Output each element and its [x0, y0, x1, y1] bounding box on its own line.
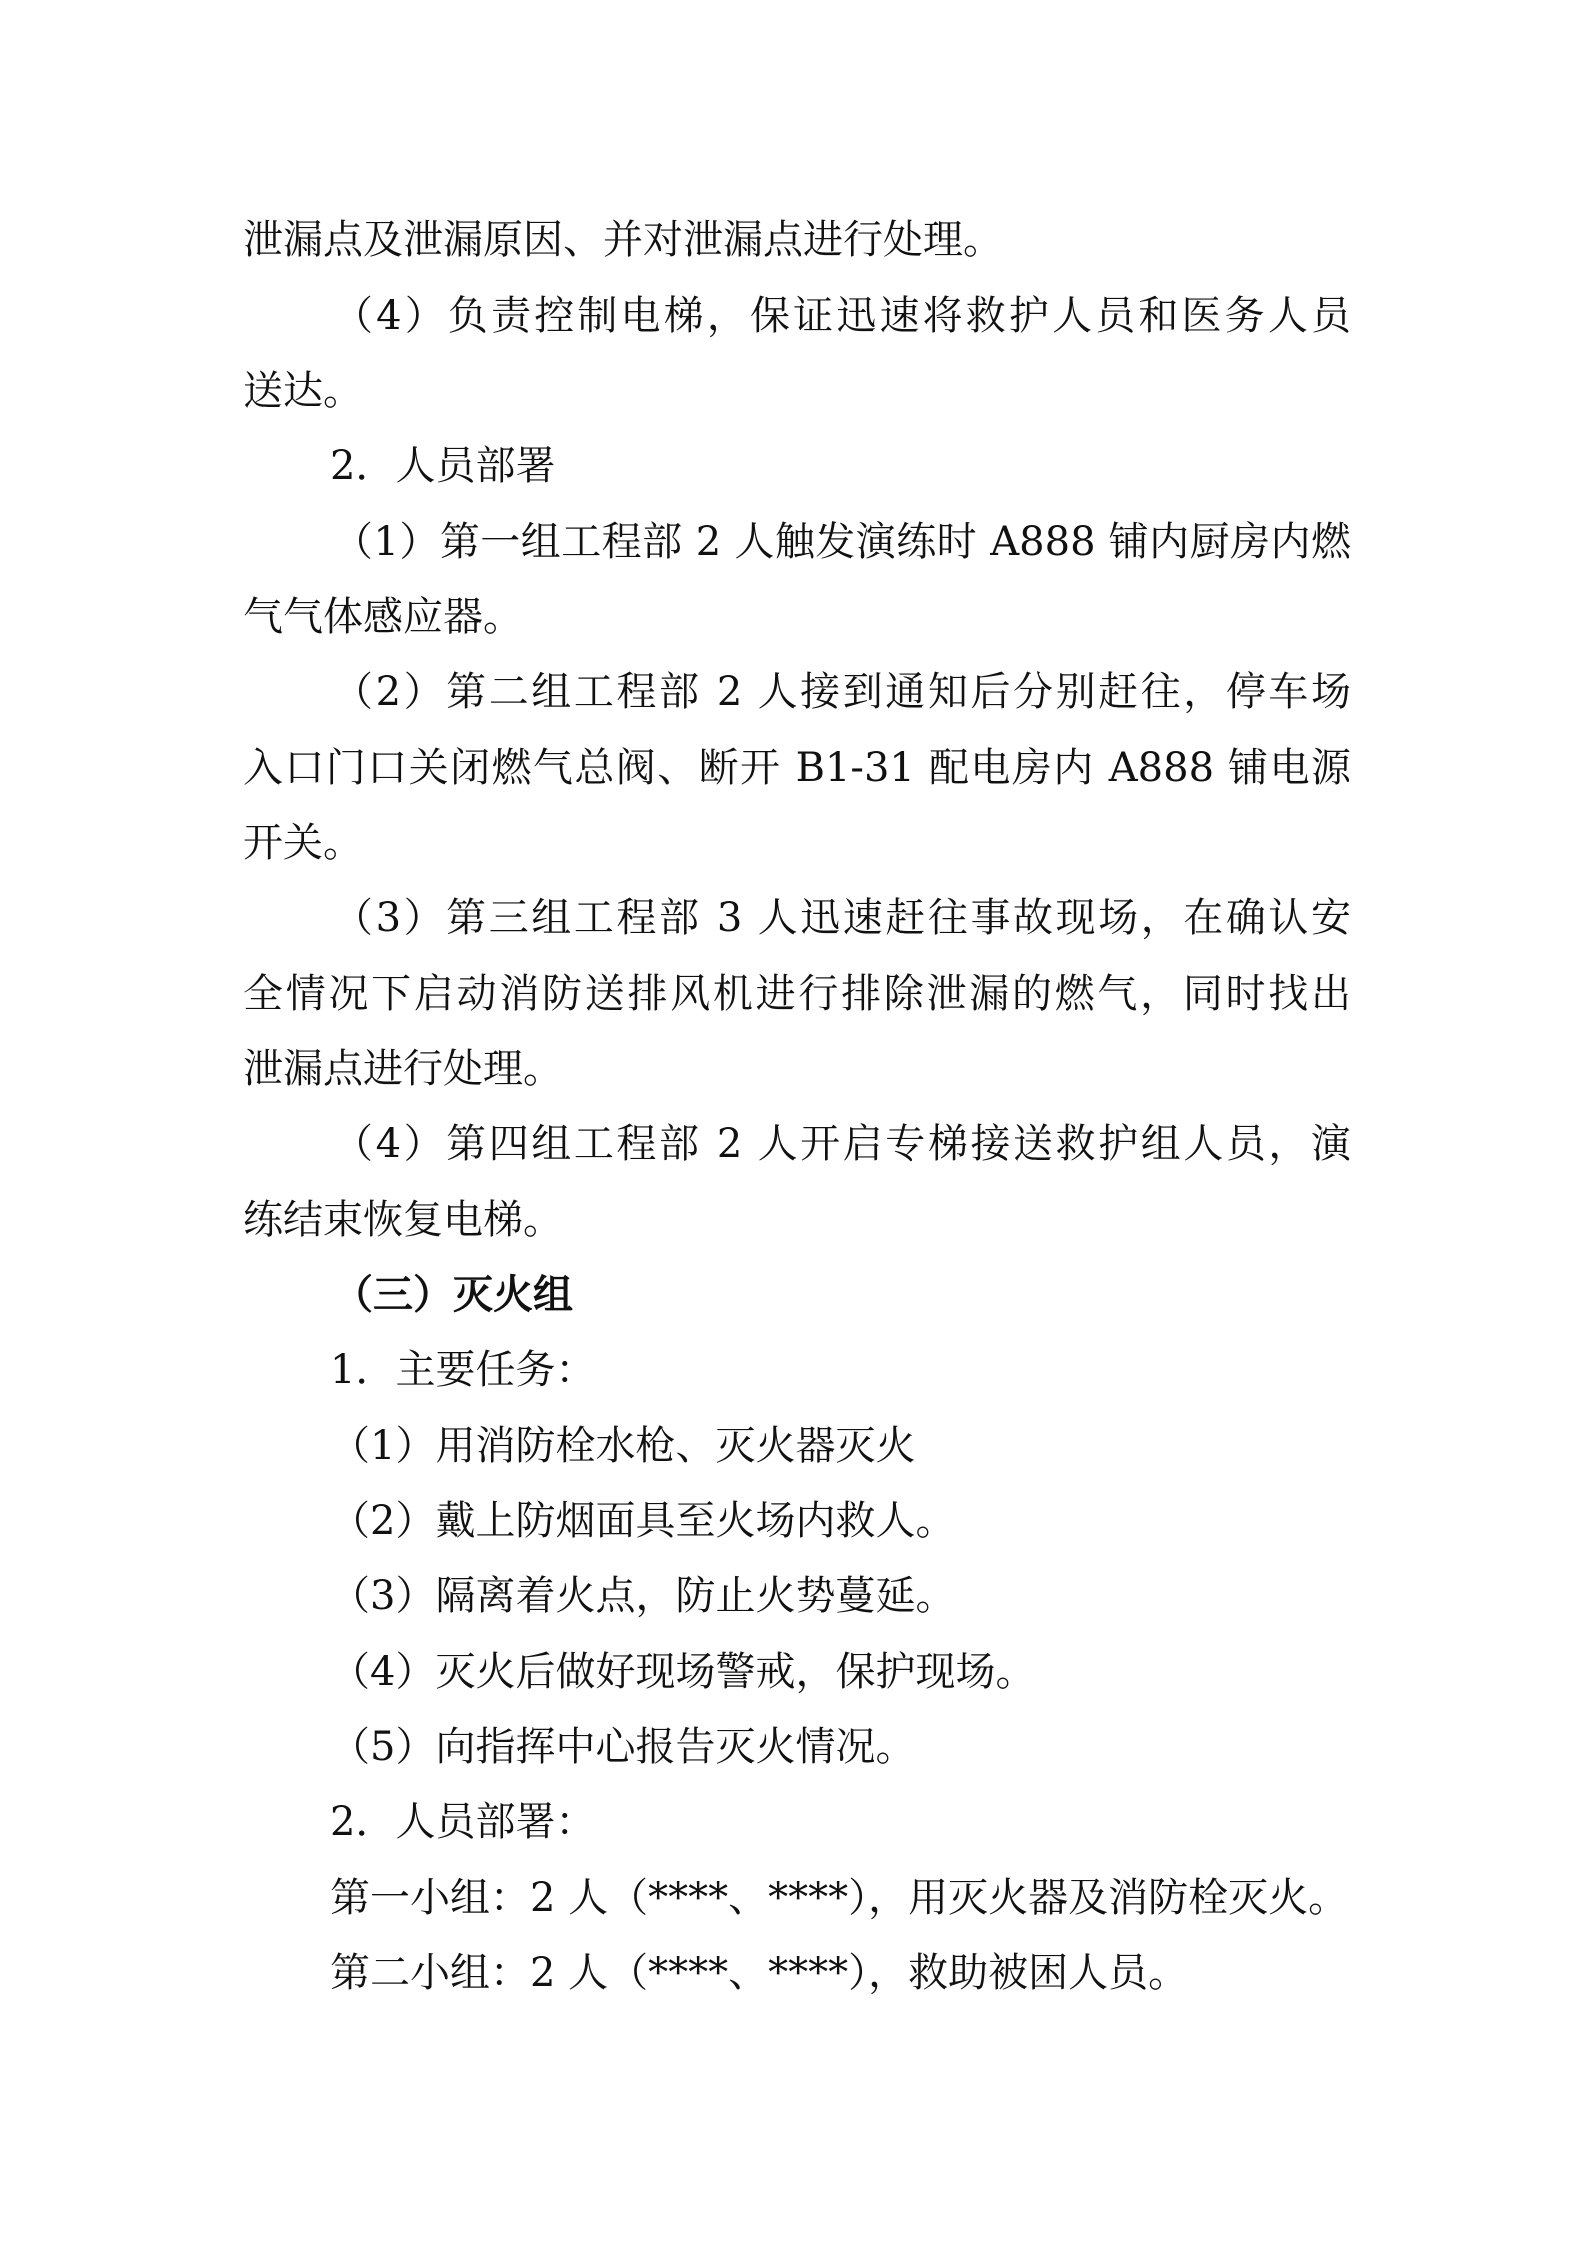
- text-line: 气气体感应器。: [243, 594, 523, 640]
- text-line: 泄漏点进行处理。: [243, 1046, 563, 1092]
- sub-heading: 2．人员部署：: [330, 1799, 596, 1845]
- text-line: 送达。: [243, 368, 363, 414]
- text-line: （3）第三组工程部 3 人迅速赶往事故现场，在确认安: [333, 895, 1351, 941]
- text-line: 全情况下启动消防送排风机进行排除泄漏的燃气，同时找出: [243, 971, 1351, 1017]
- list-item: （3）隔离着火点，防止火势蔓延。: [330, 1573, 956, 1619]
- list-item: 第二小组：2 人（****、****），救助被困人员。: [330, 1950, 1189, 1996]
- text-line: （1）第一组工程部 2 人触发演练时 A888 铺内厨房内燃: [333, 519, 1351, 565]
- text-line: 入口门口关闭燃气总阀、断开 B1-31 配电房内 A888 铺电源: [243, 745, 1351, 791]
- text-line: （4）第四组工程部 2 人开启专梯接送救护组人员，演: [333, 1121, 1351, 1167]
- text-line: （4）负责控制电梯，保证迅速将救护人员和医务人员: [333, 293, 1351, 339]
- text-line: 开关。: [243, 820, 363, 866]
- text-line: （2）第二组工程部 2 人接到通知后分别赶往，停车场: [333, 669, 1351, 715]
- section-heading: 2．人员部署: [330, 443, 556, 489]
- list-item: （5）向指挥中心报告灭火情况。: [330, 1724, 916, 1770]
- list-item: （2）戴上防烟面具至火场内救人。: [330, 1498, 956, 1544]
- text-line: 练结束恢复电梯。: [243, 1197, 563, 1243]
- section-heading: （三）灭火组: [333, 1271, 573, 1318]
- list-item: （4）灭火后做好现场警戒，保护现场。: [330, 1649, 1036, 1695]
- sub-heading: 1．主要任务：: [330, 1347, 596, 1393]
- text-line: 泄漏点及泄漏原因、并对泄漏点进行处理。: [243, 217, 1003, 263]
- list-item: 第一小组：2 人（****、****），用灭火器及消防栓灭火。: [330, 1875, 1349, 1921]
- list-item: （1）用消防栓水枪、灭火器灭火: [330, 1423, 916, 1469]
